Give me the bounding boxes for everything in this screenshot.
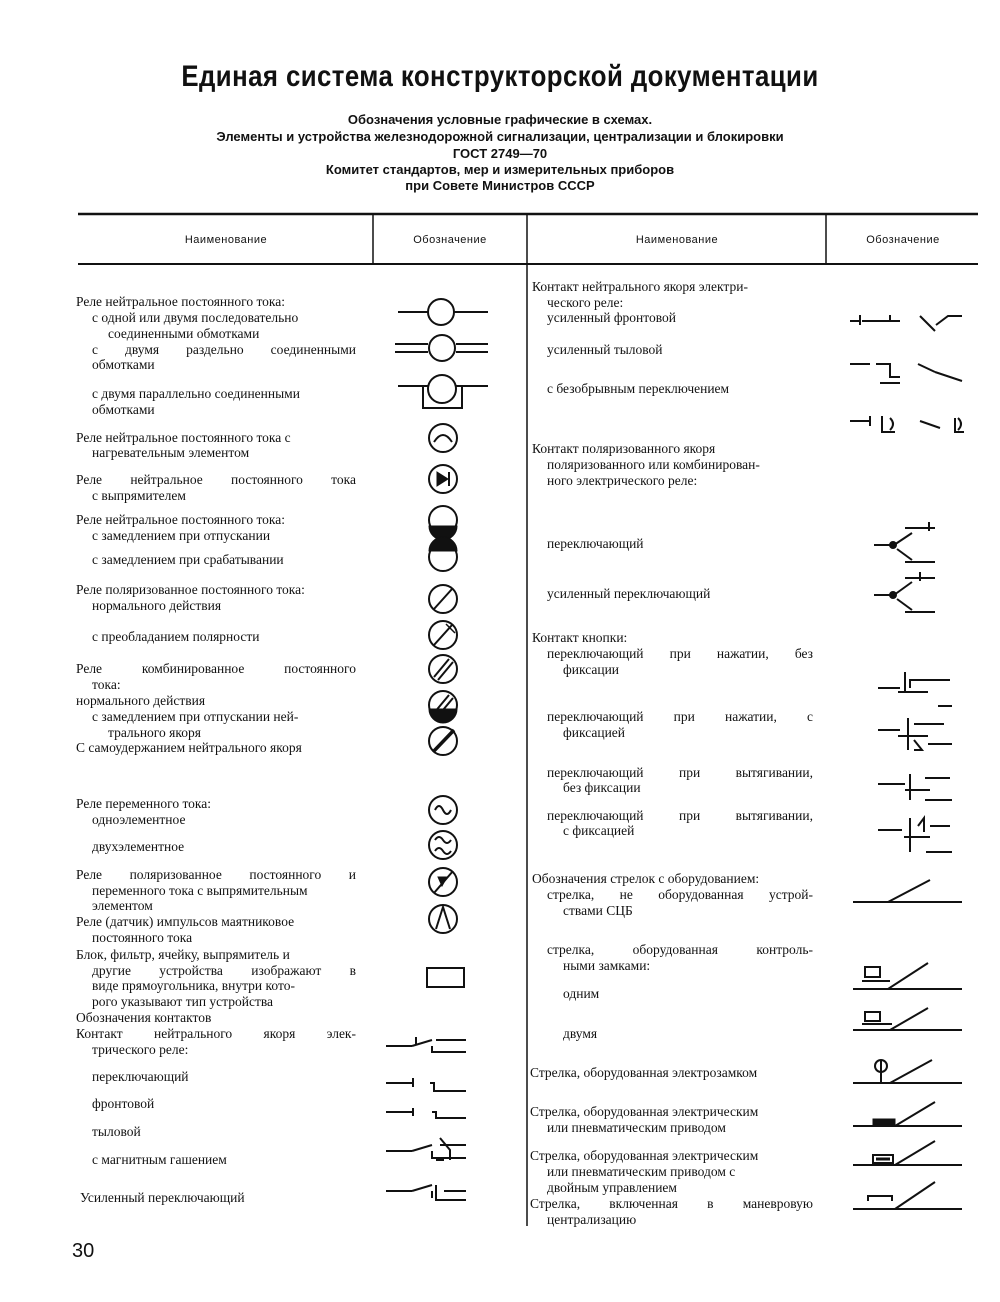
right-text: или пневматическим приводом [547, 1120, 726, 1135]
button-contact-pull-icon [878, 774, 952, 800]
relay-operate-delay-icon [429, 537, 457, 571]
left-text: с замедлением при отпускании [92, 528, 271, 543]
left-text: соединенными обмотками [108, 326, 260, 341]
contact-make-before-break-icon [850, 416, 964, 432]
left-text: переменного тока с выпрямительным [92, 883, 308, 898]
left-text: виде прямоугольника, внутри кото- [92, 978, 295, 993]
right-text: ческого реле: [547, 295, 624, 310]
left-text: тока: [92, 677, 121, 692]
button-contact-push-icon [878, 672, 952, 706]
left-text: с выпрямителем [92, 488, 186, 503]
right-text: переключающий при нажатии, без [547, 646, 813, 661]
left-text: обмотками [92, 402, 155, 417]
button-contact-pull-latch-icon [878, 818, 952, 852]
right-text: Контакт кнопки: [532, 630, 628, 645]
contact-reinforced-back-icon [850, 364, 962, 383]
relay-self-holding-icon [429, 727, 457, 755]
right-text: фиксации [563, 662, 620, 677]
header-symbol-left: Обозначение [413, 234, 487, 246]
switch-electric-drive-icon [853, 1102, 962, 1126]
right-text: переключающий при вытягивании, [547, 765, 813, 780]
left-text: с магнитным гашением [92, 1152, 227, 1167]
subtitle-line: при Совете Министров СССР [405, 178, 595, 193]
right-text: ствами СЦБ [563, 903, 633, 918]
right-text: переключающий [547, 536, 644, 551]
right-text: переключающий при нажатии, с [547, 709, 813, 724]
subtitle-line: Элементы и устройства железнодорожной сигнализации, централизации и блокировки [216, 129, 784, 144]
right-text: Контакт нейтрального якоря электри- [532, 279, 748, 294]
contact-back-icon [386, 1108, 466, 1118]
header-name-right: Наименование [635, 234, 719, 246]
right-text: Стрелка, оборудованная электрическим [530, 1148, 759, 1163]
left-text: Усиленный переключающий [80, 1190, 245, 1205]
right-text: двойным управлением [547, 1180, 677, 1195]
left-text: Реле нейтральное постоянного тока: [76, 294, 286, 309]
contact-front-icon [386, 1078, 466, 1091]
right-text: фиксацией [563, 725, 626, 740]
left-text: Реле нейтральное постоянного тока [76, 472, 356, 487]
subtitle-line: ГОСТ 2749—70 [452, 146, 548, 161]
left-text: Реле (датчик) импульсов маятниковое [76, 914, 295, 929]
right-text: усиленный тыловой [547, 342, 663, 357]
right-text: с безобрывным переключением [547, 381, 730, 396]
contact-magnetic-quench-icon [386, 1138, 466, 1160]
right-text: Стрелка, включенная в маневровую [530, 1196, 813, 1211]
left-text: нормального действия [92, 598, 222, 613]
left-text: с двумя параллельно соединенными [92, 386, 300, 401]
left-text: Контакт нейтрального якоря элек- [76, 1026, 356, 1041]
relay-polarized-polarity-icon [429, 621, 457, 649]
left-text: трического реле: [92, 1042, 189, 1057]
left-text: тыловой [92, 1124, 141, 1139]
right-text: одним [563, 986, 600, 1001]
contact-reinforced-switching-icon [386, 1185, 466, 1200]
right-text: усиленный переключающий [547, 586, 711, 601]
right-text: Контакт поляризованного якоря [532, 441, 716, 456]
left-text: с преобладанием полярности [92, 629, 260, 644]
page-number: 30 [72, 1240, 95, 1262]
button-contact-push-latch-icon [878, 718, 952, 750]
right-text: стрелка, не оборудованная устрой- [547, 887, 813, 902]
left-text: с замедлением при срабатывании [92, 552, 284, 567]
left-text: нормального действия [76, 693, 206, 708]
switch-two-locks-icon [853, 1008, 962, 1030]
right-text: ными замками: [563, 958, 651, 973]
right-text: Обозначения стрелок с оборудованием: [532, 871, 760, 886]
left-text: Реле нейтральное постоянного тока с [76, 430, 291, 445]
right-text: двумя [563, 1026, 598, 1041]
polarized-contact-switching-icon [874, 522, 935, 562]
left-text: с замедлением при отпускании ней- [92, 709, 299, 724]
left-text: постоянного тока [92, 930, 193, 945]
relay-heating-element-icon [429, 424, 457, 452]
left-text: Блок, фильтр, ячейку, выпрямитель и [76, 947, 290, 962]
left-text: С самоудержанием нейтрального якоря [76, 740, 302, 755]
polarized-contact-reinforced-icon [874, 572, 935, 612]
left-text: трального якоря [108, 725, 201, 740]
left-text: Реле переменного тока: [76, 796, 212, 811]
left-text: Реле нейтральное постоянного тока: [76, 512, 286, 527]
contact-reinforced-front-icon [850, 315, 962, 331]
left-text: рого указывают тип устройства [92, 994, 274, 1009]
relay-polarized-normal-icon [429, 585, 457, 613]
left-text: переключающий [92, 1069, 189, 1084]
relay-ac-single-icon [429, 796, 457, 824]
pendulum-pulse-relay-icon [429, 905, 457, 933]
left-text: двухэлементное [92, 839, 185, 854]
right-text: стрелка, оборудованная контроль- [547, 942, 813, 957]
relay-combined-delay-icon [429, 691, 457, 723]
relay-release-delay-icon [429, 506, 457, 540]
switch-one-lock-icon [853, 963, 962, 989]
right-text: без фиксации [563, 780, 641, 795]
left-text: с двумя раздельно соединенными [92, 342, 356, 357]
left-text: обмотками [92, 357, 155, 372]
relay-separate-windings-icon [395, 335, 488, 361]
right-text: переключающий при вытягивании, [547, 808, 813, 823]
relay-polarized-ac-rectifier-icon [429, 868, 457, 896]
document-title: Единая система конструкторской документации [181, 60, 819, 93]
device-block-icon [427, 968, 464, 987]
right-text: или пневматическим приводом с [547, 1164, 736, 1179]
left-text: нагревательным элементом [92, 445, 250, 460]
right-text: с фиксацией [563, 823, 635, 838]
header-name-left: Наименование [184, 234, 268, 246]
left-text: одноэлементное [92, 812, 186, 827]
left-text: фронтовой [92, 1096, 155, 1111]
left-text: элементом [92, 898, 153, 913]
subtitle-line: Обозначения условные графические в схемах. [347, 112, 653, 127]
switch-shunting-centralization-icon [853, 1182, 962, 1209]
left-text: с одной или двумя последовательно [92, 310, 299, 325]
relay-series-windings-icon [398, 299, 488, 325]
left-text: Обозначения контактов [76, 1010, 212, 1025]
right-text: Стрелка, оборудованная электрозамком [530, 1065, 758, 1080]
contact-switching-icon [386, 1037, 466, 1052]
right-text: Стрелка, оборудованная электрическим [530, 1104, 759, 1119]
relay-rectifier-icon [429, 465, 457, 493]
right-text: ного электрического реле: [547, 473, 698, 488]
relay-parallel-windings-icon [398, 375, 488, 408]
switch-plain-icon [853, 880, 962, 902]
right-text: централизацию [547, 1212, 637, 1227]
left-text: другие устройства изображают в [92, 963, 356, 978]
relay-ac-double-icon [429, 831, 457, 859]
header-symbol-right: Обозначение [866, 234, 940, 246]
left-text: Реле поляризованное постоянного тока: [76, 582, 305, 597]
switch-dual-control-icon [853, 1141, 962, 1165]
subtitle-line: Комитет стандартов, мер и измерительных приборов [325, 162, 675, 177]
right-text: усиленный фронтовой [547, 310, 677, 325]
switch-electric-lock-icon [853, 1060, 962, 1083]
right-text: поляризованного или комбинирован- [547, 457, 760, 472]
left-text: Реле поляризованное постоянного и [76, 867, 356, 882]
left-text: Реле комбинированное постоянного [76, 661, 356, 676]
relay-combined-normal-icon [429, 655, 457, 683]
